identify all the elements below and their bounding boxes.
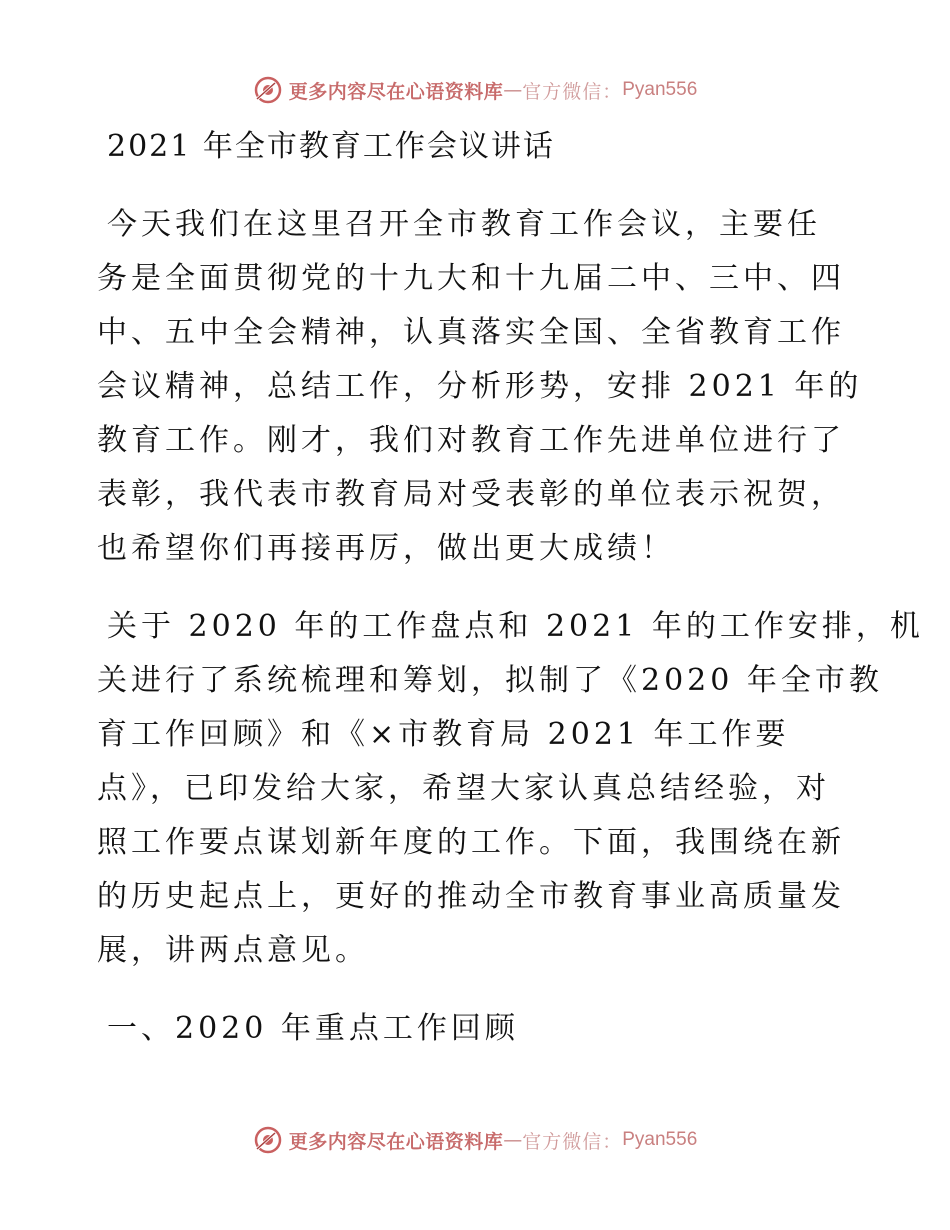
paragraph-line: 务是全面贯彻党的十九大和十九届二中、三中、四: [97, 261, 845, 296]
paragraph-line: 会议精神，总结工作，分析形势，安排 2021 年的: [97, 369, 863, 404]
watermark-dash: —: [503, 79, 523, 101]
paragraph-2: [97, 600, 924, 978]
paragraph-line: 的历史起点上，更好的推动全市教育事业高质量发: [97, 879, 845, 914]
section-heading: 一、2020 年重点工作回顾: [107, 1011, 519, 1046]
paragraph-line: 今天我们在这里召开全市教育工作会议，主要任: [107, 207, 821, 242]
paragraph-line: 点》，已印发给大家，希望大家认真总结经验，对: [97, 771, 830, 806]
paragraph-line: 展，讲两点意见。: [97, 933, 369, 968]
paragraph-line: 教育工作。刚才，我们对教育工作先进单位进行了: [97, 423, 845, 458]
paragraph-line: 表彰，我代表市教育局对受表彰的单位表示祝贺，: [97, 477, 845, 512]
watermark-header: [0, 70, 950, 110]
logo-icon: [253, 75, 283, 105]
paragraph-line: 关进行了系统梳理和筹划，拟制了《2020 年全市教: [97, 663, 883, 698]
watermark-main-text: 更多内容尽在心语资料库: [288, 1130, 504, 1153]
logo-icon: [253, 1125, 283, 1155]
document-body: [97, 120, 924, 1056]
watermark-dash: —: [503, 1129, 523, 1151]
watermark-footer: [0, 1120, 950, 1160]
paragraph-line: 育工作回顾》和《×市教育局 2021 年工作要: [97, 717, 790, 752]
paragraph-line: 关于 2020 年的工作盘点和 2021 年的工作安排，机: [107, 609, 924, 644]
paragraph-line: 中、五中全会精神，认真落实全国、全省教育工作: [97, 315, 845, 350]
watermark-code: Pyan556: [622, 1129, 698, 1150]
paragraph-1: [97, 198, 863, 576]
watermark-main-text: 更多内容尽在心语资料库: [288, 80, 504, 103]
watermark-sub-text: 官方微信：: [522, 1130, 623, 1153]
paragraph-line: 也希望你们再接再厉，做出更大成绩！: [97, 531, 675, 566]
paragraph-line: 照工作要点谋划新年度的工作。下面，我围绕在新: [97, 825, 845, 860]
watermark-code: Pyan556: [622, 79, 698, 100]
document-title: 2021 年全市教育工作会议讲话: [107, 129, 555, 164]
watermark-sub-text: 官方微信：: [522, 80, 623, 103]
